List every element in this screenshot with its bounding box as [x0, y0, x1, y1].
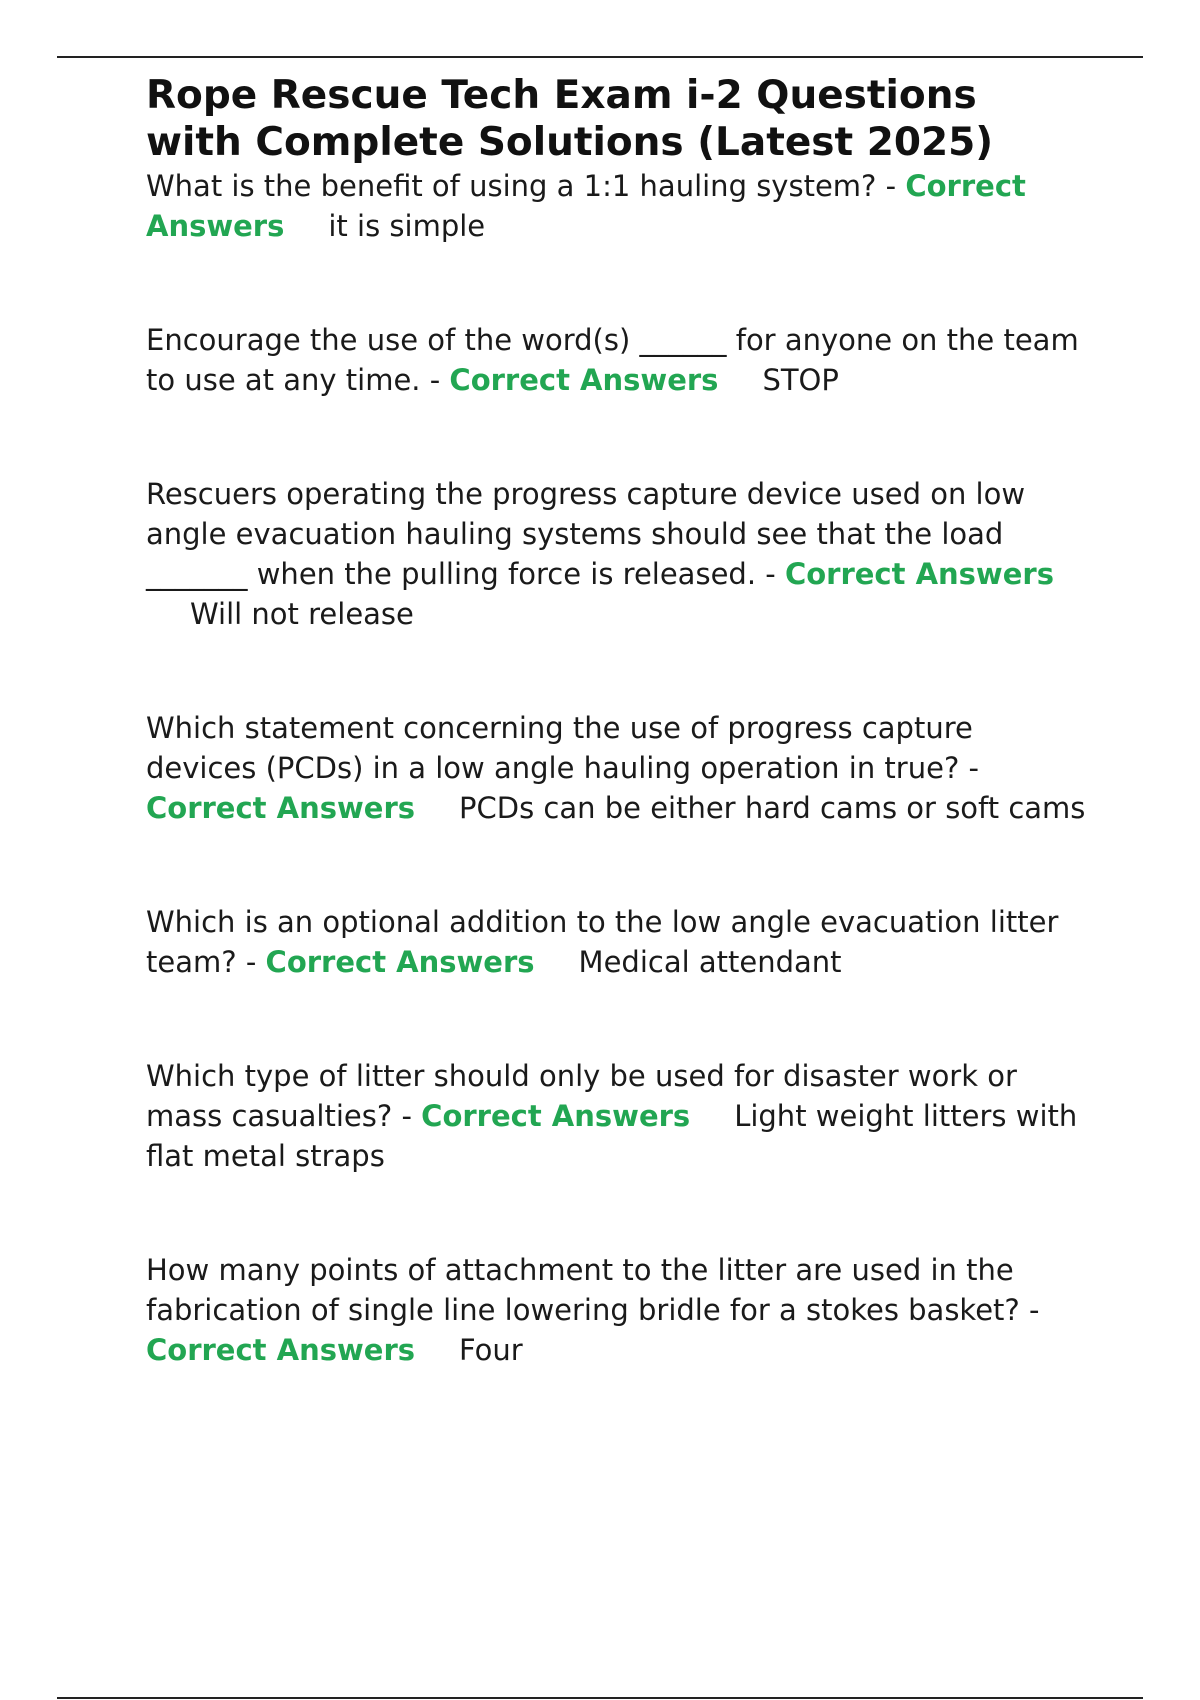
separator: - — [392, 1099, 422, 1133]
answer-text: PCDs can be either hard cams or soft cams — [459, 791, 1086, 825]
document-title: Rope Rescue Tech Exam i-2 Questions with Complete Solutions (Latest 2025) — [146, 73, 994, 165]
correct-answers-label: Correct Answers — [265, 945, 535, 979]
qa-item-2 — [146, 320, 1086, 400]
bottom-rule — [57, 1697, 1143, 1699]
qa-item-4 — [146, 708, 1086, 828]
answer-text: Will not release — [190, 597, 414, 631]
answer-text: Light weight litters with flat metal straps — [146, 1099, 1078, 1173]
question-text: Which statement concerning the use of progress capture devices (PCDs) in a low angle hauling operation in true? — [146, 711, 973, 785]
question-text: Which type of litter should only be used for disaster work or mass casualties? — [146, 1059, 1017, 1133]
qa-item-5 — [146, 902, 1086, 982]
answer-text: Medical attendant — [578, 945, 842, 979]
qa-item-1 — [146, 166, 1086, 246]
question-text: Which is an optional addition to the low angle evacuation litter team? — [146, 905, 1059, 979]
answer-text: STOP — [762, 363, 839, 397]
separator: - — [959, 751, 980, 785]
answer-text: Four — [459, 1333, 523, 1367]
correct-answers-label: Correct Answers — [421, 1099, 691, 1133]
separator: - — [756, 557, 785, 591]
question-text: Encourage the use of the word(s) ______ for anyone on the team to use at any time. — [146, 323, 1079, 397]
answer-text: it is simple — [328, 209, 486, 243]
question-text: How many points of attachment to the litter are used in the fabrication of single line lowering bridle for a stokes basket? — [146, 1253, 1020, 1327]
qa-item-6 — [146, 1056, 1086, 1176]
separator: - — [236, 945, 266, 979]
question-text: Rescuers operating the progress capture device used on low angle evacuation hauling systems should see that the load _______ when the pulling force is released. — [146, 477, 1026, 591]
document-body — [146, 72, 1086, 1370]
separator: - — [1019, 1293, 1040, 1327]
qa-item-3 — [146, 474, 1086, 634]
correct-answers-label: Correct Answers — [146, 791, 416, 825]
correct-answers-label: Correct Answers — [146, 1333, 416, 1367]
separator: - — [420, 363, 450, 397]
separator: - — [876, 169, 906, 203]
top-rule — [57, 56, 1143, 58]
correct-answers-label: Correct Answers — [784, 557, 1054, 591]
question-text: What is the benefit of using a 1:1 hauling system? — [146, 169, 877, 203]
correct-answers-label: Correct Answers — [146, 169, 1026, 243]
qa-item-7 — [146, 1250, 1086, 1370]
correct-answers-label: Correct Answers — [449, 363, 719, 397]
